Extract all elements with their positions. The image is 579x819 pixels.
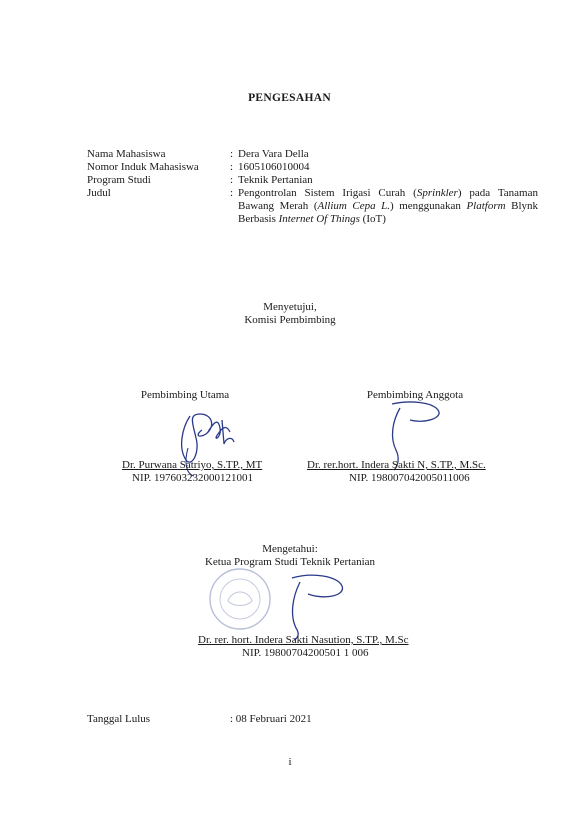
prodi-label: Program Studi [87,174,151,186]
judul-italic: Internet Of Things [278,213,360,225]
separator: : [230,187,234,199]
acknowledge-line1: Mengetahui: [262,543,318,555]
supervisor-member-name: Dr. rer.hort. Indera Sakti N, S.TP., M.Sc. [307,459,486,471]
nama-label: Nama Mahasiswa [87,148,166,160]
acknowledge-nip: NIP. 19800704200501 1 006 [242,647,369,659]
judul-value [238,187,538,226]
university-seal [200,565,280,635]
signature-head [282,570,362,640]
judul-text: (IoT) [359,213,386,225]
acknowledge-name: Dr. rer. hort. Indera Sakti Nasution, S.TP., M.Sc [198,634,409,646]
judul-text: Pengontrolan Sistem Irigasi Curah ( [238,187,417,199]
prodi-value: Teknik Pertanian [238,174,313,186]
approval-line1: Menyetujui, [263,301,317,313]
judul-text: Blynk Berbasis [238,200,539,225]
nama-value: Dera Vara Della [238,148,309,160]
nim-label: Nomor Induk Mahasiswa [87,161,199,173]
separator: : [230,174,234,186]
judul-italic: Sprinkler [416,187,458,199]
nim-value: 1605106010004 [238,161,310,173]
judul-text: ) pada Tanaman Bawang Merah ( [238,187,538,212]
supervisor-member-nip: NIP. 198007042005011006 [349,472,470,484]
page-number: i [288,756,292,768]
graduation-value: : 08 Februari 2021 [230,713,312,725]
separator: : [230,148,234,160]
judul-italic: Allium Cepa L. [317,200,390,212]
supervisor-main-name: Dr. Purwana Satriyo, S.TP., MT [122,459,263,471]
acknowledge-line2: Ketua Program Studi Teknik Pertanian [204,556,376,568]
separator: : [230,161,234,173]
judul-label: Judul [87,187,111,199]
judul-italic: Platform [466,200,506,212]
supervisor-main-nip: NIP. 197603232000121001 [132,472,254,484]
page-title: PENGESAHAN [248,92,331,104]
supervisor-main-role: Pembimbing Utama [140,389,230,401]
judul-text: ) menggunakan [390,200,467,212]
supervisor-member-role: Pembimbing Anggota [366,389,464,401]
graduation-label: Tanggal Lulus [87,713,151,725]
approval-line2: Komisi Pembimbing [244,314,336,326]
